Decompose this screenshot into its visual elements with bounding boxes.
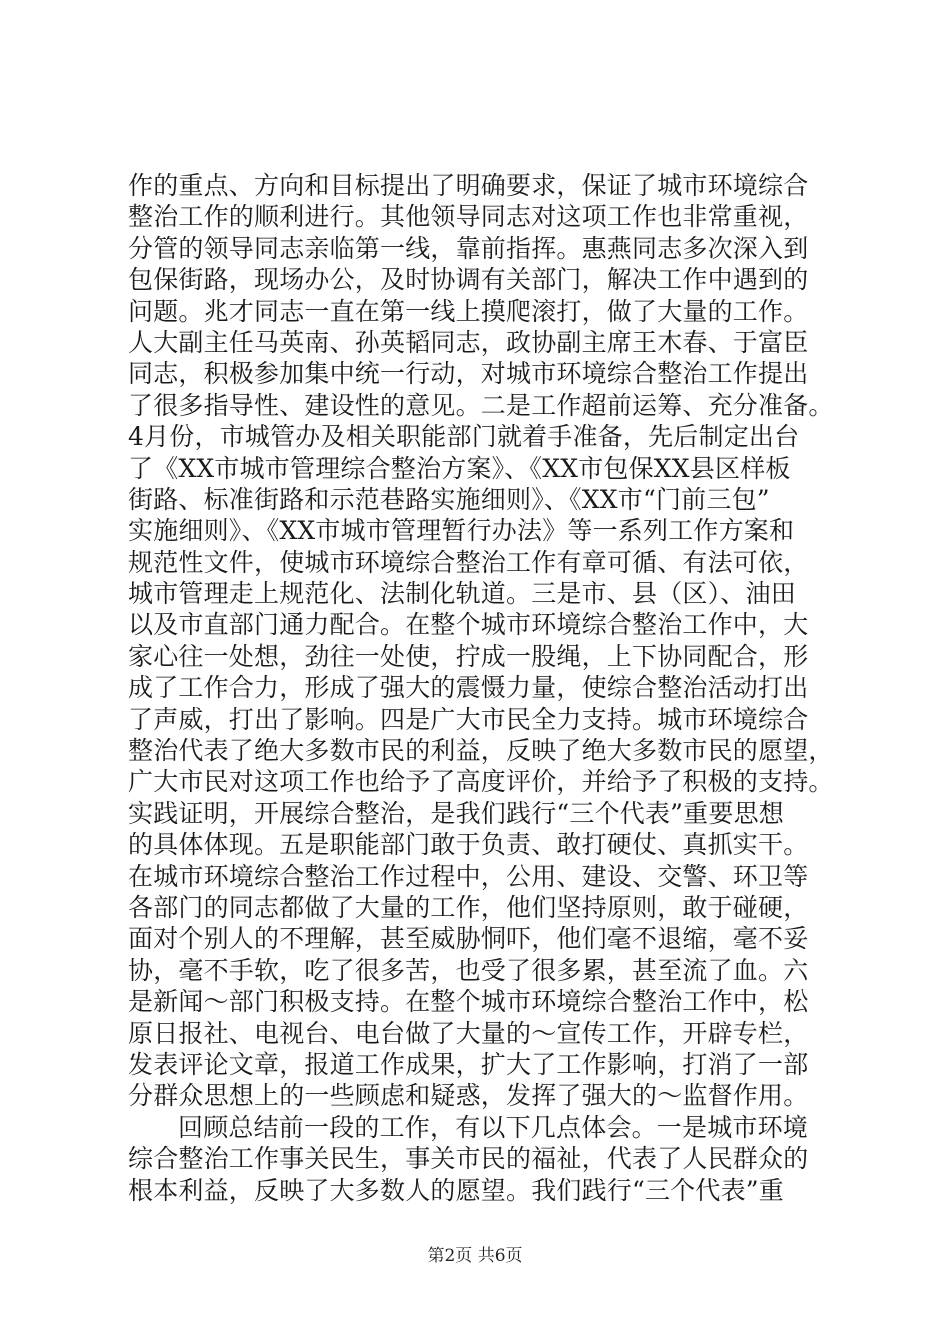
page-number: 第2页 共6页 [427, 1246, 523, 1266]
text-line: 实践证明，开展综合整治，是我们践行“三个代表”重要思想 [128, 798, 784, 828]
text-line: 整治代表了绝大多数市民的利益，反映了绝大多数市民的愿望， [128, 736, 834, 766]
text-line: 发表评论文章，报道工作成果，扩大了工作影响，打消了一部 [128, 1049, 809, 1079]
text-line: 各部门的同志都做了大量的工作，他们坚持原则，敢于碰硬， [128, 892, 809, 922]
text-line: 综合整治工作事关民生，事关市民的福祉，代表了人民群众的 [128, 1144, 809, 1174]
text-line: 在城市环境综合整治工作过程中，公用、建设、交警、环卫等 [128, 861, 809, 891]
text-line: 以及市直部门通力配合。在整个城市环境综合整治工作中，大 [128, 610, 809, 640]
text-line: 面对个别人的不理解，甚至威胁恫吓，他们毫不退缩，毫不妥 [128, 924, 809, 954]
text-line: 街路、标准街路和示范巷路实施细则》、《XX市“门前三包” [128, 484, 770, 514]
text-line: 人大副主任马英南、孙英韬同志，政协副主席王木春、于富臣 [128, 327, 809, 357]
text-line: 协，毫不手软，吃了很多苦，也受了很多累，甚至流了血。六 [128, 955, 809, 985]
text-line: 是新闻～部门积极支持。在整个城市环境综合整治工作中，松 [128, 987, 809, 1017]
paragraph-start-line: 回顾总结前一段的工作，有以下几点体会。一是城市环境 [178, 1112, 809, 1142]
text-line: 成了工作合力，形成了强大的震慑力量，使综合整治活动打出 [128, 673, 809, 703]
text-line: 4月份，市城管办及相关职能部门就着手准备，先后制定出台 [128, 422, 800, 452]
text-line: 规范性文件，使城市环境综合整治工作有章可循、有法可依， [128, 547, 809, 577]
text-line: 问题。兆才同志一直在第一线上摸爬滚打，做了大量的工作。 [128, 296, 809, 326]
text-line: 同志，积极参加集中统一行动，对城市环境综合整治工作提出 [128, 359, 809, 389]
text-line: 整治工作的顺利进行。其他领导同志对这项工作也非常重视， [128, 202, 809, 232]
text-line: 的具体体现。五是职能部门敢于负责、敢打硬仗、真抓实干。 [128, 830, 809, 860]
text-line: 根本利益，反映了大多数人的愿望。我们践行“三个代表”重 [128, 1175, 784, 1205]
text-line: 了很多指导性、建设性的意见。二是工作超前运筹、充分准备。 [128, 390, 834, 420]
document-body [128, 170, 838, 1206]
text-line: 作的重点、方向和目标提出了明确要求，保证了城市环境综合 [128, 171, 809, 200]
text-line: 实施细则》、《XX市城市管理暂行办法》等一系列工作方案和 [128, 516, 795, 546]
text-line: 包保街路，现场办公，及时协调有关部门，解决工作中遇到的 [128, 265, 809, 295]
text-line: 了声威，打出了影响。四是广大市民全力支持。城市环境综合 [128, 704, 809, 734]
text-line: 分群众思想上的一些顾虑和疑惑，发挥了强大的～监督作用。 [128, 1081, 809, 1111]
text-line: 家心往一处想，劲往一处使，拧成一股绳，上下协同配合，形 [128, 641, 809, 671]
text-line: 广大市民对这项工作也给予了高度评价，并给予了积极的支持。 [128, 767, 834, 797]
text-line: 分管的领导同志亲临第一线，靠前指挥。惠燕同志多次深入到 [128, 233, 809, 263]
text-line: 城市管理走上规范化、法制化轨道。三是市、县（区）、油田 [128, 579, 796, 609]
text-line: 原日报社、电视台、电台做了大量的～宣传工作，开辟专栏， [128, 1018, 809, 1048]
text-line: 了《XX市城市管理综合整治方案》、《XX市包保XX县区样板 [128, 453, 791, 483]
page-footer [0, 1245, 950, 1267]
